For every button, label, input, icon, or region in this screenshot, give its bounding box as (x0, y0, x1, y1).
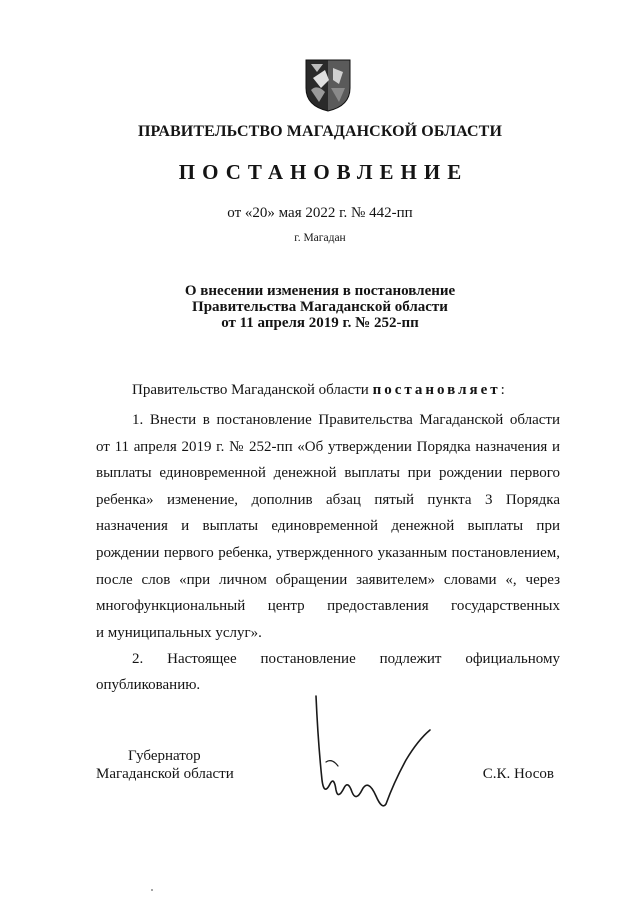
document-type: ПОСТАНОВЛЕНИЕ (178, 160, 469, 184)
signatory-position-line-1: Губернатор (128, 748, 201, 764)
clause-1-text: 1. Внести в постановление Правительства Магаданской области от 11 апреля 2019 г. № 252-пп «Об утверждении Порядка назначения и выплаты единовременной денежной выплаты при рождении первого ребенка» изменение, дополнив абзац пятый пункта 3 Порядка назначения и выплаты единовременной денежной выплаты при рождении первого ребенка, утвержденного указанным постановлением, после слов «при личном обращении заявителем» словами «, через многофункциональный центр предоставления государственных (96, 412, 560, 615)
signatory-position-line-2: Магаданской области (96, 766, 234, 782)
clause-1-ending: и муниципальных услуг». (96, 624, 262, 641)
clause-1 (96, 407, 560, 646)
preamble-colon: : (500, 382, 505, 398)
document-date-number: от «20» мая 2022 г. № 442-пп (227, 205, 413, 221)
signatory-name: С.К. Носов (482, 766, 554, 782)
subject-line-3: от 11 апреля 2019 г. № 252-пп (221, 315, 419, 331)
preamble-decree-word: постановляет (372, 382, 501, 398)
preamble-lead: Правительство Магаданской области (132, 382, 369, 398)
document-city: г. Магадан (294, 232, 346, 244)
government-title: ПРАВИТЕЛЬСТВО МАГАДАНСКОЙ ОБЛАСТИ (137, 123, 502, 140)
document-subject (0, 283, 640, 331)
subject-line-2: Правительства Магаданской области (192, 299, 448, 315)
preamble (96, 382, 560, 399)
clause-2: 2. Настоящее постановление подлежит официальному опубликованию. (96, 651, 560, 693)
scan-speck (151, 889, 153, 891)
subject-line-1: О внесении изменения в постановление (184, 283, 456, 299)
coat-of-arms-icon (303, 58, 353, 113)
handwritten-signature (308, 692, 438, 817)
